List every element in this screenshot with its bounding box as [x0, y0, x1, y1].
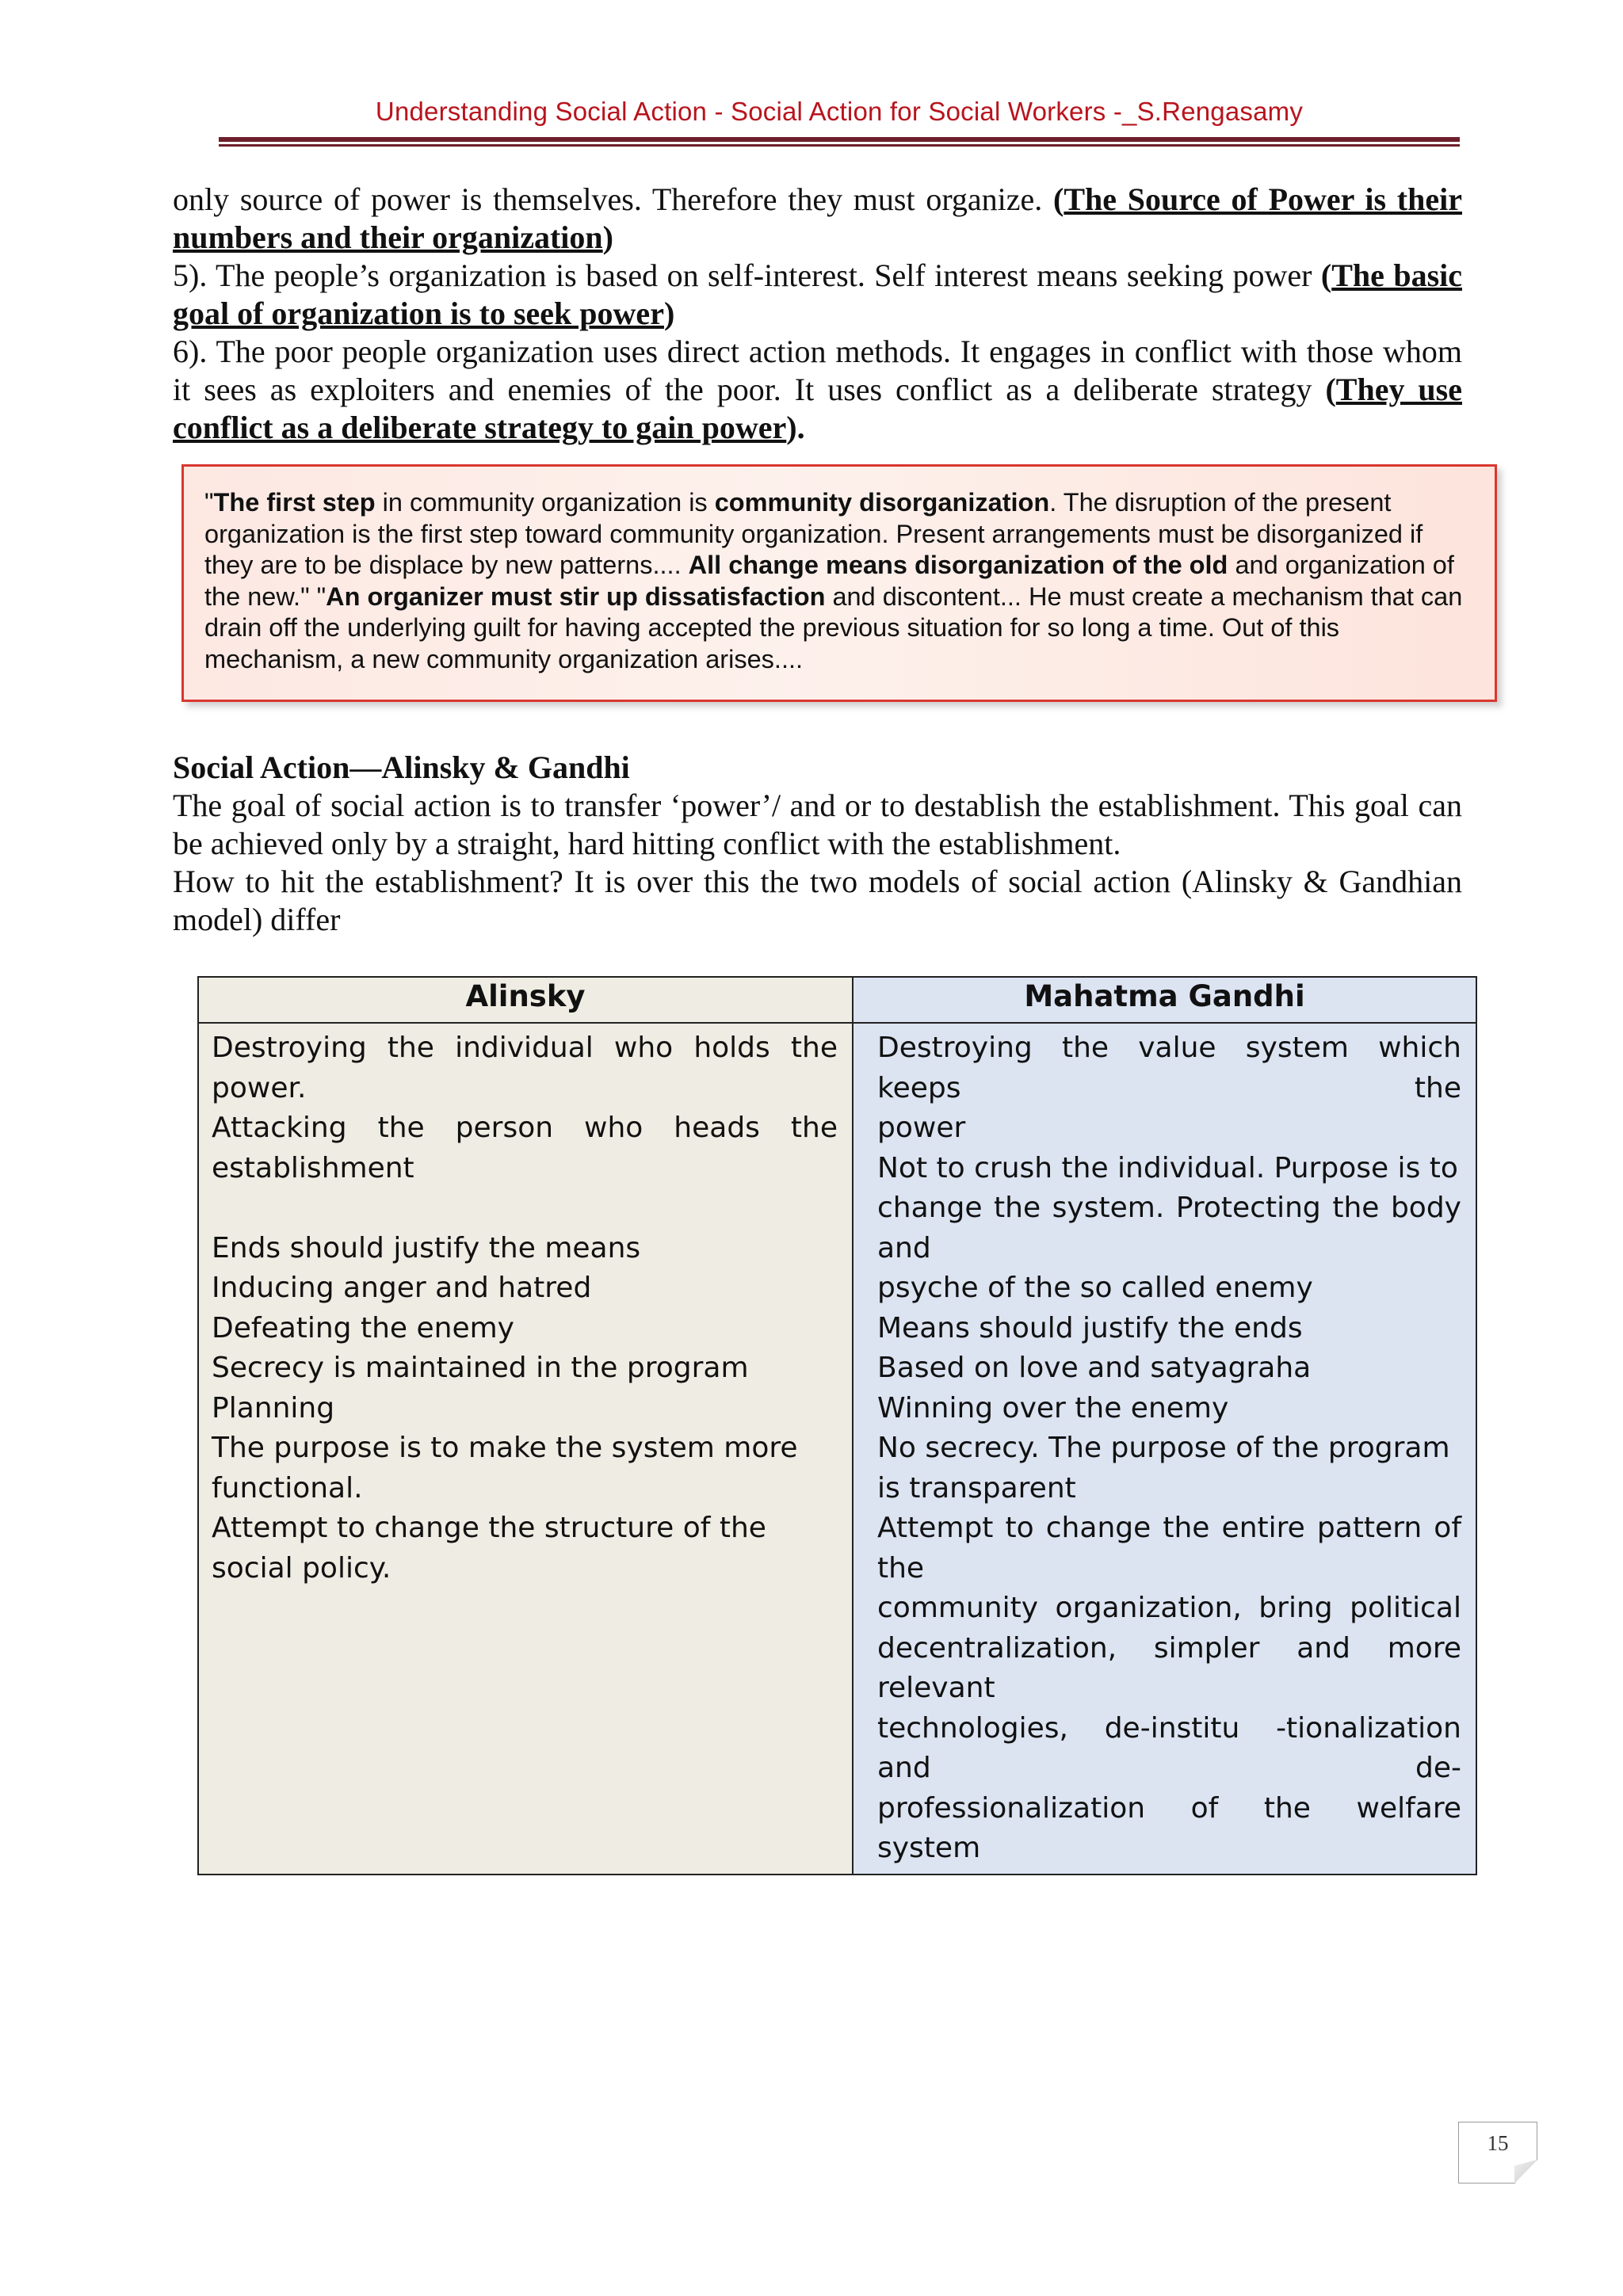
alinsky-line: Secrecy is maintained in the program: [212, 1352, 749, 1384]
intro-p1-emphasis: The Source of Power is their numbers and their organization: [173, 181, 1462, 255]
quote-open-mark: ": [204, 488, 214, 517]
page-number: 15: [1487, 2131, 1509, 2155]
gandhi-line: Destroying the value system which keeps the: [877, 1032, 1461, 1104]
table-row: [198, 1023, 1476, 1875]
alinsky-line: Attacking the person who heads the: [212, 1112, 838, 1144]
quote-text-3: and organization of the new." ": [204, 551, 1454, 611]
intro-p1-close: ): [602, 219, 613, 255]
quote-bold-4: An organizer must stir up dissatisfaction: [326, 582, 826, 611]
section-heading: Social Action—Alinsky & Gandhi: [173, 749, 630, 785]
quote-text-4: and discontent... He must create a mechanism that can drain off the underlying guilt for having accepted the previous situation for so long a time. Out of this mechanism, a new community organization arises....: [204, 582, 1463, 673]
alinsky-column-cell: [198, 1023, 853, 1875]
alinsky-line: social policy.: [212, 1551, 391, 1585]
gandhi-line: technologies, de-institu -tionalization and de-: [877, 1711, 1461, 1784]
alinsky-line: establishment: [212, 1151, 414, 1184]
header-alinsky: Alinsky: [198, 977, 853, 1023]
gandhi-line: professionalization of the welfare system: [877, 1791, 1461, 1864]
quote-text-2: . The disruption of the present organization is the first step toward community organization. Present arrangements must be disorganized if they are to be displace by new patterns....: [204, 488, 1423, 579]
comparison-table: [197, 976, 1477, 1875]
intro-p1-text: only source of power is themselves. Therefore they must organize.: [173, 181, 1054, 217]
gandhi-line: decentralization, simpler and more relevant: [877, 1631, 1461, 1704]
section-paragraph-1: The goal of social action is to transfer ‘power’/ and or to destablish the establishment. This goal can be achieved only by a straight, hard hitting conflict with the establishment.: [173, 788, 1462, 861]
gandhi-line: No secrecy. The purpose of the program: [877, 1432, 1450, 1464]
alinsky-line: Defeating the enemy: [212, 1311, 514, 1344]
intro-p3-close: ).: [786, 410, 805, 445]
intro-paragraph-3: [173, 333, 1462, 447]
header-rule-thick: [219, 137, 1460, 142]
intro-p2-text: 5). The people’s organization is based on self-interest. Self interest means seeking power: [173, 257, 1321, 293]
intro-p1-open: (: [1053, 181, 1064, 217]
alinsky-line: The purpose is to make the system more: [212, 1432, 798, 1464]
intro-paragraph-2: [173, 257, 1462, 333]
gandhi-column-cell: [853, 1023, 1476, 1875]
quote-text-1: in community organization is: [375, 488, 715, 517]
gandhi-line: community organization, bring political: [877, 1592, 1461, 1624]
alinsky-blank-line: [212, 1188, 838, 1229]
gandhi-line: Not to crush the individual. Purpose is to: [877, 1151, 1458, 1184]
quote-bold-3: All change means disorganization of the old: [688, 551, 1228, 579]
gandhi-line: is transparent: [877, 1471, 1076, 1505]
quote-bold-2: community disorganization: [714, 488, 1050, 517]
alinsky-line: functional.: [212, 1471, 363, 1505]
intro-p2-emphasis: The basic goal of organization is to seek power: [173, 257, 1463, 331]
gandhi-line: psyche of the so called enemy: [877, 1272, 1313, 1304]
intro-p2-open: (: [1320, 257, 1332, 293]
intro-p3-open: (: [1325, 372, 1336, 407]
gandhi-line: change the system. Protecting the body and: [877, 1192, 1461, 1264]
alinsky-line: Planning: [212, 1391, 335, 1425]
gandhi-line: power: [877, 1112, 966, 1144]
header-gandhi: Mahatma Gandhi: [853, 977, 1476, 1023]
section-paragraph-2: How to hit the establishment? It is over this the two models of social action (Alinsky & Gandhian model) differ: [173, 864, 1462, 937]
intro-p3-text: 6). The poor people organization uses direct action methods. It engages in conflict with those whom it sees as exploiters and enemies of the poor. It uses conflict as a deliberate strategy: [173, 334, 1462, 407]
alinsky-line: Attempt to change the structure of the: [212, 1512, 766, 1544]
intro-p3-emphasis: They use conflict as a deliberate strategy to gain power: [173, 372, 1462, 445]
gandhi-line: Means should justify the ends: [877, 1311, 1303, 1344]
intro-p2-close: ): [663, 296, 675, 331]
alinsky-line: Destroying the individual who holds the: [212, 1032, 838, 1064]
gandhi-line: Winning over the enemy: [877, 1391, 1229, 1425]
gandhi-line: Based on love and satyagraha: [877, 1352, 1312, 1384]
intro-paragraph-1: [173, 181, 1462, 257]
gandhi-line: Attempt to change the entire pattern of the: [877, 1512, 1461, 1585]
alinsky-line: Inducing anger and hatred: [212, 1272, 592, 1304]
running-header: Understanding Social Action - Social Action for Social Workers -_S.Rengasamy: [375, 97, 1304, 126]
quote-bold-1: The first step: [213, 488, 376, 517]
alinsky-line: Ends should justify the means: [212, 1231, 641, 1264]
alinsky-line: power.: [212, 1071, 307, 1104]
quote-box: [181, 464, 1497, 702]
quote-text: [204, 487, 1476, 675]
table-header-row: [198, 977, 1476, 1023]
header-rule-thin: [219, 144, 1460, 147]
